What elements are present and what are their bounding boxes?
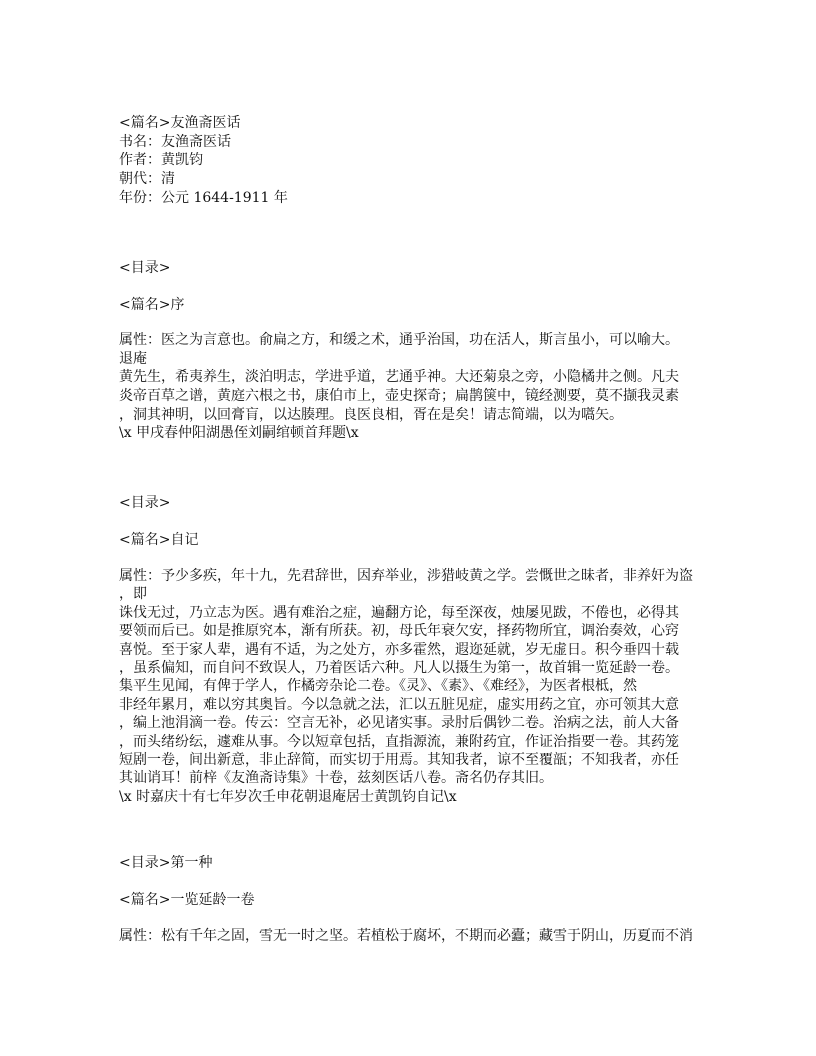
section-title: <篇名>一览延龄一卷 <box>119 892 255 908</box>
header-line: 年份：公元 1644-1911 年 <box>119 189 288 206</box>
section-body <box>119 331 679 443</box>
body-line: 非经年累月，难以穷其奥旨。今以急就之法，汇以五脏见症，虚实用药之宜，亦可领其大意 <box>119 696 679 713</box>
body-line: 退庵 <box>119 350 147 367</box>
header-line: 书名：友渔斋医话 <box>119 133 231 150</box>
header-line: 作者：黄凯钧 <box>119 152 203 169</box>
header-line: 朝代：清 <box>119 171 175 188</box>
body-line: 属性：医之为言意也。俞扁之方，和缓之术，通乎治国，功在活人，斯言虽小，可以喻大。 <box>119 332 679 348</box>
body-line: ，洞其神明，以回膏肓，以达腠理。良医良相，胥在是矣！请志简端，以为嚆矢。 <box>119 406 623 423</box>
toc-marker: <目录> <box>119 260 171 276</box>
body-line: 喜悦。至于家人辈，遇有不适，为之处方，亦多霍然，遐迩延就，岁无虚日。积今垂四十载 <box>119 641 679 658</box>
body-line: 其讪诮耳！前梓《友渔斋诗集》十卷，兹刻医话八卷。斋名仍存其旧。 <box>119 770 553 787</box>
body-line: ，编上池涓滴一卷。传云：空言无补，必见诸实事。录肘后偶钞二卷。治病之法，前人大备 <box>119 715 679 732</box>
body-line: \x 时嘉庆十有七年岁次壬申花朝退庵居士黄凯钧自记\x <box>119 788 457 805</box>
section-title: <篇名>自记 <box>119 532 199 548</box>
body-line: 要领而后已。如是推原究本，渐有所获。初，母氏年衰欠安，择药物所宜，调治奏效，心窍 <box>119 623 679 640</box>
header-line: <篇名>友渔斋医话 <box>119 115 241 131</box>
body-line: 黄先生，希夷养生，淡泊明志，学进乎道，艺通乎神。大还菊泉之旁，小隐橘井之侧。凡夫 <box>119 369 679 386</box>
section-body <box>119 927 693 946</box>
body-line: \x 甲戌春仲阳湖愚侄刘嗣绾顿首拜题\x <box>119 425 359 442</box>
body-line: ，而头绪纷纭，遽难从事。今以短章包括，直指源流，兼附药宜，作证治指要一卷。其药笼 <box>119 733 679 750</box>
toc-marker: <目录>第一种 <box>119 855 213 871</box>
section-body <box>119 567 693 806</box>
body-line: ，即 <box>119 586 147 603</box>
toc-marker: <目录> <box>119 495 171 511</box>
body-line: ，虽系偏知，而自问不致误人，乃着医话六种。凡人以摄生为第一，故首辑一览延龄一卷。 <box>119 659 679 676</box>
body-line: 属性：予少多疾，年十九，先君辞世，因弃举业，涉猎岐黄之学。尝慨世之昧者，非养奸为盗 <box>119 568 693 584</box>
body-line: 诛伐无过，乃立志为医。遇有难治之症，遍翻方论，每至深夜，烛屡见跋，不倦也，必得其 <box>119 604 679 621</box>
body-line: 炎帝百草之谱，黄庭六根之书，康伯市上，壶史探奇；扁鹊箧中，镜经测要，莫不撷我灵素 <box>119 388 679 405</box>
section-title: <篇名>序 <box>119 297 185 313</box>
body-line: 属性：松有千年之固，雪无一时之坚。若植松于腐坏，不期而必蠹；藏雪于阴山，历夏而不消 <box>119 928 693 944</box>
body-line: 集平生见闻，有俾于学人，作橘旁杂论二卷。《灵》、《素》、《难经》，为医者根柢，然 <box>119 678 637 695</box>
book-header <box>119 114 288 207</box>
body-line: 短剧一卷，间出新意，非止辞简，而实切于用焉。其知我者，谅不至覆瓿；不知我者，亦任 <box>119 751 679 768</box>
